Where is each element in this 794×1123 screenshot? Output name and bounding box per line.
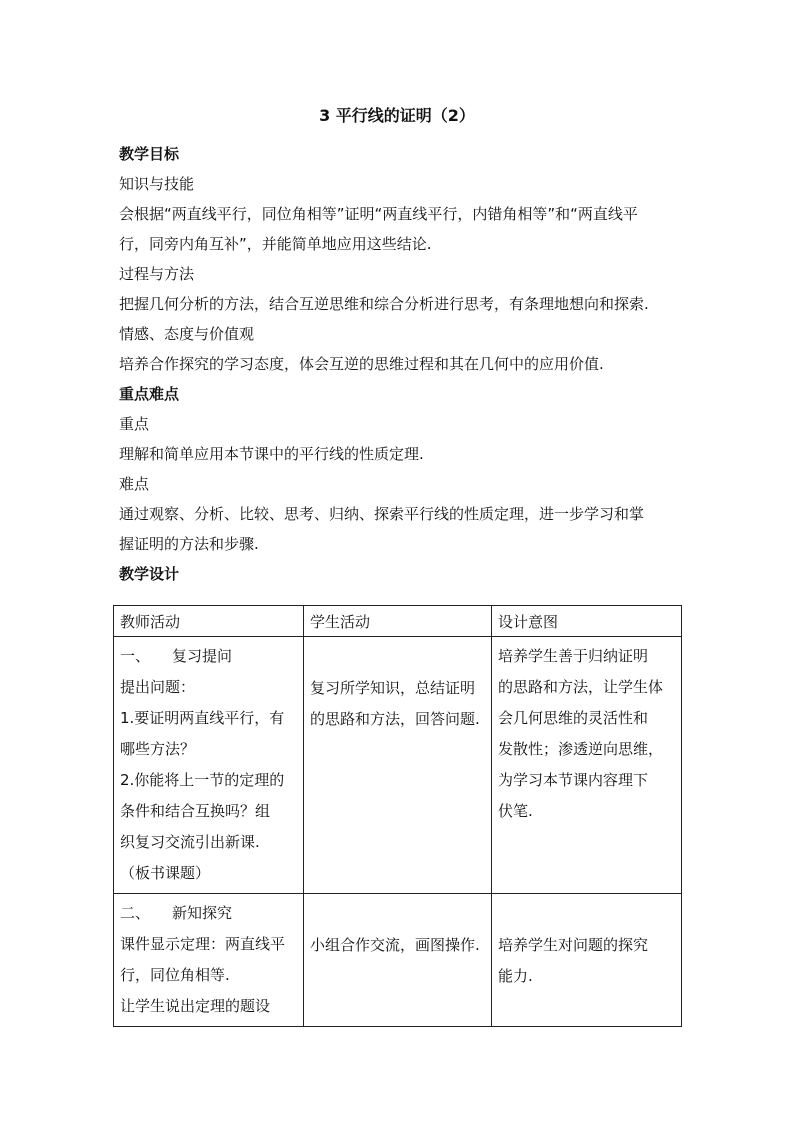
difficult-point-line-1: 通过观察、分析、比较、思考、归纳、探索平行线的性质定理，进一步学习和掌 xyxy=(119,505,645,523)
cell-text-line: 提出问题： xyxy=(120,678,196,696)
teaching-goals-heading: 教学目标 xyxy=(119,145,180,163)
key-difficult-heading: 重点难点 xyxy=(119,385,180,403)
process-method-text: 把握几何分析的方法，结合互逆思维和综合分析进行思考，有条理地想向和探索. xyxy=(119,295,649,313)
key-point-text: 理解和简单应用本节课中的平行线的性质定理. xyxy=(119,445,424,463)
section-title: 复习提问 xyxy=(172,647,233,665)
section-heading xyxy=(120,641,297,672)
section-title: 新知探究 xyxy=(172,904,233,922)
design-intent-cell xyxy=(492,894,682,1027)
cell-text-line: 条件和结合互换吗？组 xyxy=(120,802,271,820)
cell-text-line: 哪些方法？ xyxy=(120,740,196,758)
emotion-values-heading: 情感、态度与价值观 xyxy=(119,325,255,343)
cell-text-line: （板书课题） xyxy=(120,864,211,882)
cell-text-line: 2.你能将上一节的定理的 xyxy=(120,771,285,789)
cell-text-line: 复习所学知识，总结证明 xyxy=(310,679,476,697)
cell-text-line: 会几何思维的灵活性和 xyxy=(498,709,649,727)
section-number: 一、 xyxy=(120,647,151,665)
cell-text-line: 1.要证明两直线平行，有 xyxy=(120,709,285,727)
difficult-point-line-2: 握证明的方法和步骤. xyxy=(119,535,259,553)
teacher-activity-cell xyxy=(114,894,304,1027)
table-header-row xyxy=(114,606,682,637)
section-heading xyxy=(120,898,297,929)
key-point-heading: 重点 xyxy=(119,415,150,433)
table-row xyxy=(114,894,682,1027)
teacher-activity-cell xyxy=(114,637,304,894)
column-header-intent: 设计意图 xyxy=(492,606,682,637)
student-activity-cell xyxy=(304,894,492,1027)
student-activity-cell xyxy=(304,637,492,894)
column-header-teacher: 教师活动 xyxy=(114,606,304,637)
teaching-design-heading: 教学设计 xyxy=(119,565,180,583)
knowledge-text-line-2: 行，同旁内角互补”，并能简单地应用这些结论. xyxy=(119,235,432,253)
cell-text-line: 小组合作交流，画图操作. xyxy=(310,936,480,954)
cell-text-line: 培养学生善于归纳证明 xyxy=(498,647,649,665)
cell-text-line: 的思路和方法，回答问题. xyxy=(310,710,480,728)
document-body xyxy=(119,139,685,589)
cell-text-line: 行，同位角相等. xyxy=(120,966,230,984)
emotion-values-text: 培养合作探究的学习态度，体会互逆的思维过程和其在几何中的应用价值. xyxy=(119,355,604,373)
knowledge-text-line-1: 会根据“两直线平行，同位角相等”证明“两直线平行，内错角相等”和“两直线平 xyxy=(119,205,638,223)
process-method-heading: 过程与方法 xyxy=(119,265,195,283)
column-header-student: 学生活动 xyxy=(304,606,492,637)
cell-text-line: 能力. xyxy=(498,967,533,985)
cell-text-line: 伏笔. xyxy=(498,802,533,820)
page-title: 3 平行线的证明（2） xyxy=(319,106,475,125)
section-number: 二、 xyxy=(120,904,151,922)
cell-text-line: 的思路和方法，让学生体 xyxy=(498,678,664,696)
design-intent-cell xyxy=(492,637,682,894)
cell-text-line: 让学生说出定理的题设 xyxy=(120,997,271,1015)
cell-text-line: 发散性；渗透逆向思维， xyxy=(498,740,664,758)
table-row xyxy=(114,637,682,894)
cell-text-line: 培养学生对问题的探究 xyxy=(498,936,649,954)
cell-text-line: 课件显示定理：两直线平 xyxy=(120,935,286,953)
knowledge-skills-heading: 知识与技能 xyxy=(119,175,195,193)
cell-text-line: 织复习交流引出新课. xyxy=(120,833,260,851)
teaching-design-table xyxy=(113,605,682,1027)
difficult-point-heading: 难点 xyxy=(119,475,150,493)
cell-text-line: 为学习本节课内容理下 xyxy=(498,771,649,789)
